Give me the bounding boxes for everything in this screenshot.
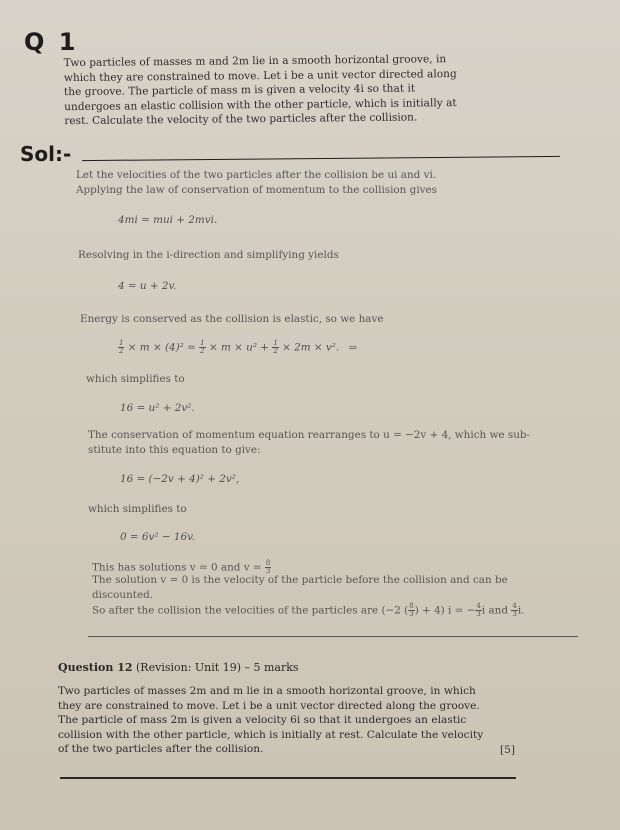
solution-underline bbox=[82, 156, 560, 161]
question-1-heading: Q 1 bbox=[24, 28, 79, 56]
equation-quadratic: 0 = 6v² − 16v. bbox=[120, 531, 196, 543]
fraction-half-1: $\frac{1}{2}$ bbox=[119, 339, 124, 355]
equation-energy: $\frac{1}{2}$ × m × (4)² = $\frac{1}{2}$ × m × u² + $\frac{1}{2}$ × 2m × v². ⇒ bbox=[119, 339, 358, 355]
fraction-half-2: $\frac{1}{2}$ bbox=[200, 339, 205, 355]
solution-energy: Energy is conserved as the collision is elastic, so we have bbox=[80, 313, 384, 325]
equation-substituted: 16 = (−2v + 4)² + 2v², bbox=[120, 473, 240, 485]
solution-intro-2: Applying the law of conservation of momentum to the collision gives bbox=[76, 184, 437, 196]
solution-resolve: Resolving in the i-direction and simplifying yields bbox=[78, 249, 339, 261]
solution-heading: Sol:- bbox=[20, 142, 72, 166]
solution-rearrange-2: stitute into this equation to give: bbox=[88, 444, 261, 456]
fraction-half-3: $\frac{1}{2}$ bbox=[273, 339, 278, 355]
solution-discount-2: discounted. bbox=[92, 589, 154, 601]
implies-arrow-icon: ⇒ bbox=[348, 341, 358, 354]
equation-momentum: 4mi = mui + 2mvi. bbox=[118, 214, 218, 226]
bottom-rule bbox=[60, 777, 516, 779]
fraction-8-3: $\frac{8}{3}$ bbox=[265, 559, 271, 575]
equation-linear: 4 = u + 2v. bbox=[118, 280, 177, 292]
solution-roots: This has solutions v = 0 and v = $\frac{8}{3}$ bbox=[92, 559, 271, 575]
fraction-8-3-b: $\frac{8}{3}$ bbox=[409, 602, 414, 618]
equation-energy-simplified: 16 = u² + 2v². bbox=[120, 402, 195, 414]
question-12-text: Two particles of masses 2m and m lie in a smooth horizontal groove, in which they are constrained to move. Let i be a unit vector directed along the groove. The particle of mass 2m is given a velocity 6i so that it undergoes an elastic collision with the other particle, which is initially at rest. Calculate the velocity of the two particles after the collision. bbox=[58, 685, 484, 756]
solution-final: So after the collision the velocities of the particles are (−2 ( $\frac{8}{3}$ ) + 4) i = − $\frac{4}{3}$ i and $\frac{4}{3}$ i. bbox=[92, 602, 525, 618]
question-1-text: Two particles of masses m and 2m lie in a smooth horizontal groove, in which they are constrained to move. Let i be a unit vector directed along the groove. The particle of mass m is given a velocity 4i so that it undergoes an elastic collision with the other particle, which is initially at rest. Calculate the velocity of the two particles after the collision. bbox=[63, 53, 457, 128]
solution-intro: Let the velocities of the two particles after the collision be ui and vi. bbox=[76, 169, 437, 181]
fraction-4-3: $\frac{4}{3}$ bbox=[476, 602, 481, 618]
solution-simplifies-2: which simplifies to bbox=[88, 503, 187, 515]
fraction-4-3-b: $\frac{4}{3}$ bbox=[512, 602, 517, 618]
question-12-heading: Question 12 (Revision: Unit 19) – 5 marks bbox=[58, 661, 299, 674]
divider-line bbox=[88, 636, 578, 637]
solution-simplifies-1: which simplifies to bbox=[86, 373, 185, 385]
solution-rearrange-1: The conservation of momentum equation rearranges to u = −2v + 4, which we sub- bbox=[88, 429, 531, 441]
question-12-marks: [5] bbox=[500, 744, 516, 756]
solution-discount-1: The solution v = 0 is the velocity of the particle before the collision and can be bbox=[92, 574, 508, 586]
